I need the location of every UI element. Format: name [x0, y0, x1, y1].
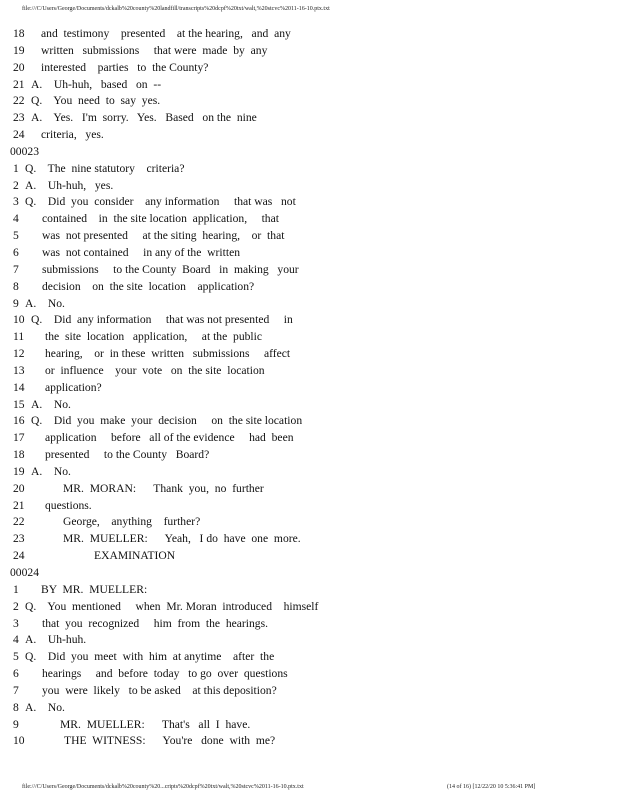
line-text: contained in the site location application, that: [42, 212, 279, 226]
line-number: 24: [13, 549, 25, 563]
line-text: MR. MORAN: Thank you, no further: [63, 481, 264, 495]
page-info-footer: (14 of 16) [12/22/20 10 5:36:41 PM]: [447, 784, 536, 790]
line-number: 20: [13, 60, 25, 74]
file-path-footer: file:///C/Users/George/Documents/dckalb%20county%20...cripts%20dcpf%20txt/walt,%20stcvc%2011-16-10.ptx.txt: [22, 784, 304, 790]
line-text: A. Uh-huh.: [25, 633, 87, 647]
line-text: presented to the County Board?: [45, 448, 210, 462]
line-number: 18: [13, 448, 25, 462]
line-number: 7: [13, 262, 19, 276]
line-number: 2: [13, 599, 19, 613]
line-number: 13: [13, 363, 25, 377]
line-number: 18: [13, 27, 25, 40]
line-text: criteria, yes.: [41, 128, 104, 142]
line-number: 5: [13, 650, 19, 664]
line-text: submissions to the County Board in making your: [42, 262, 299, 276]
line-text: questions.: [45, 498, 92, 512]
line-number: 23: [13, 111, 25, 125]
line-number: 5: [13, 229, 19, 243]
line-text: MR. MUELLER: Yeah, I do have one more.: [63, 532, 301, 546]
line-number: 12: [13, 347, 25, 361]
line-text: Q. Did any information that was not presented in: [31, 313, 293, 327]
line-number: 24: [13, 128, 25, 142]
line-number: 11: [13, 330, 25, 344]
line-text: was not presented at the siting hearing, or that: [42, 229, 285, 243]
line-text: A. No.: [31, 397, 71, 411]
line-text: hearings and before today to go over questions: [42, 667, 288, 681]
line-number: 19: [13, 464, 25, 478]
line-text: Q. You mentioned when Mr. Moran introduced himself: [25, 599, 319, 613]
line-number: 21: [13, 498, 25, 512]
line-text: A. No.: [25, 296, 65, 310]
file-path-header: file:///C/Users/George/Documents/dckalb%20county%20landfill/transcripts%20dcpf%20txt/walt,%20stcvc%2011-16-10.ptx.txt: [22, 6, 330, 12]
line-text: EXAMINATION: [94, 549, 176, 563]
line-number: 16: [13, 414, 25, 428]
line-text: application before all of the evidence had been: [45, 431, 294, 445]
line-number: 8: [13, 279, 19, 293]
line-number: 10: [13, 734, 25, 748]
line-text: A. No.: [31, 464, 71, 478]
line-number: 21: [13, 77, 25, 91]
line-text: hearing, or in these written submissions affect: [45, 347, 291, 361]
line-number: 6: [13, 245, 19, 259]
line-text: or influence your vote on the site location: [45, 363, 265, 377]
line-number: 22: [13, 515, 25, 529]
line-number: 22: [13, 94, 25, 108]
line-number: 23: [13, 532, 25, 546]
line-text: application?: [45, 380, 102, 394]
line-number: 19: [13, 43, 25, 57]
line-number: 6: [13, 667, 19, 681]
line-number: 8: [13, 700, 19, 714]
line-number: 20: [13, 481, 25, 495]
page-marker-number: 00024: [10, 566, 39, 579]
line-number: 4: [13, 633, 19, 647]
line-text: Q. Did you consider any information that was not: [25, 195, 296, 209]
line-number: 7: [13, 683, 19, 697]
line-text: that you recognized him from the hearings.: [42, 616, 269, 630]
line-text: written submissions that were made by any: [41, 43, 268, 57]
line-text: and testimony presented at the hearing, and any: [41, 27, 291, 40]
line-number: 3: [13, 195, 19, 209]
line-text: you were likely to be asked at this deposition?: [42, 683, 277, 697]
page-marker-number: 00023: [10, 144, 39, 158]
line-text: A. Yes. I'm sorry. Yes. Based on the nine: [31, 111, 257, 125]
line-number: 4: [13, 212, 19, 226]
line-number: 1: [13, 161, 19, 175]
line-number: 3: [13, 616, 19, 630]
line-number: 1: [13, 582, 19, 596]
line-number: 2: [13, 178, 19, 192]
line-number: 10: [13, 313, 25, 327]
line-text: Q. Did you meet with him at anytime after the: [25, 650, 275, 664]
line-text: interested parties to the County?: [41, 60, 209, 74]
line-text: MR. MUELLER: That's all I have.: [60, 717, 251, 731]
line-number: 17: [13, 431, 25, 445]
line-text: was not contained in any of the written: [42, 245, 241, 259]
line-text: George, anything further?: [63, 515, 201, 529]
line-text: Q. Did you make your decision on the site location: [31, 414, 303, 428]
line-text: the site location application, at the public: [45, 330, 263, 344]
line-text: BY MR. MUELLER:: [41, 582, 148, 596]
line-number: 15: [13, 397, 25, 411]
line-text: A. Uh-huh, based on --: [31, 77, 162, 91]
line-text: A. No.: [25, 700, 65, 714]
line-text: A. Uh-huh, yes.: [25, 178, 114, 192]
line-text: Q. You need to say yes.: [31, 94, 161, 108]
line-number: 9: [13, 296, 19, 310]
line-text: THE WITNESS: You're done with me?: [64, 734, 276, 748]
line-text: Q. The nine statutory criteria?: [25, 161, 185, 175]
line-number: 9: [13, 717, 19, 731]
line-number: 14: [13, 380, 25, 394]
line-text: decision on the site location application?: [42, 279, 255, 293]
